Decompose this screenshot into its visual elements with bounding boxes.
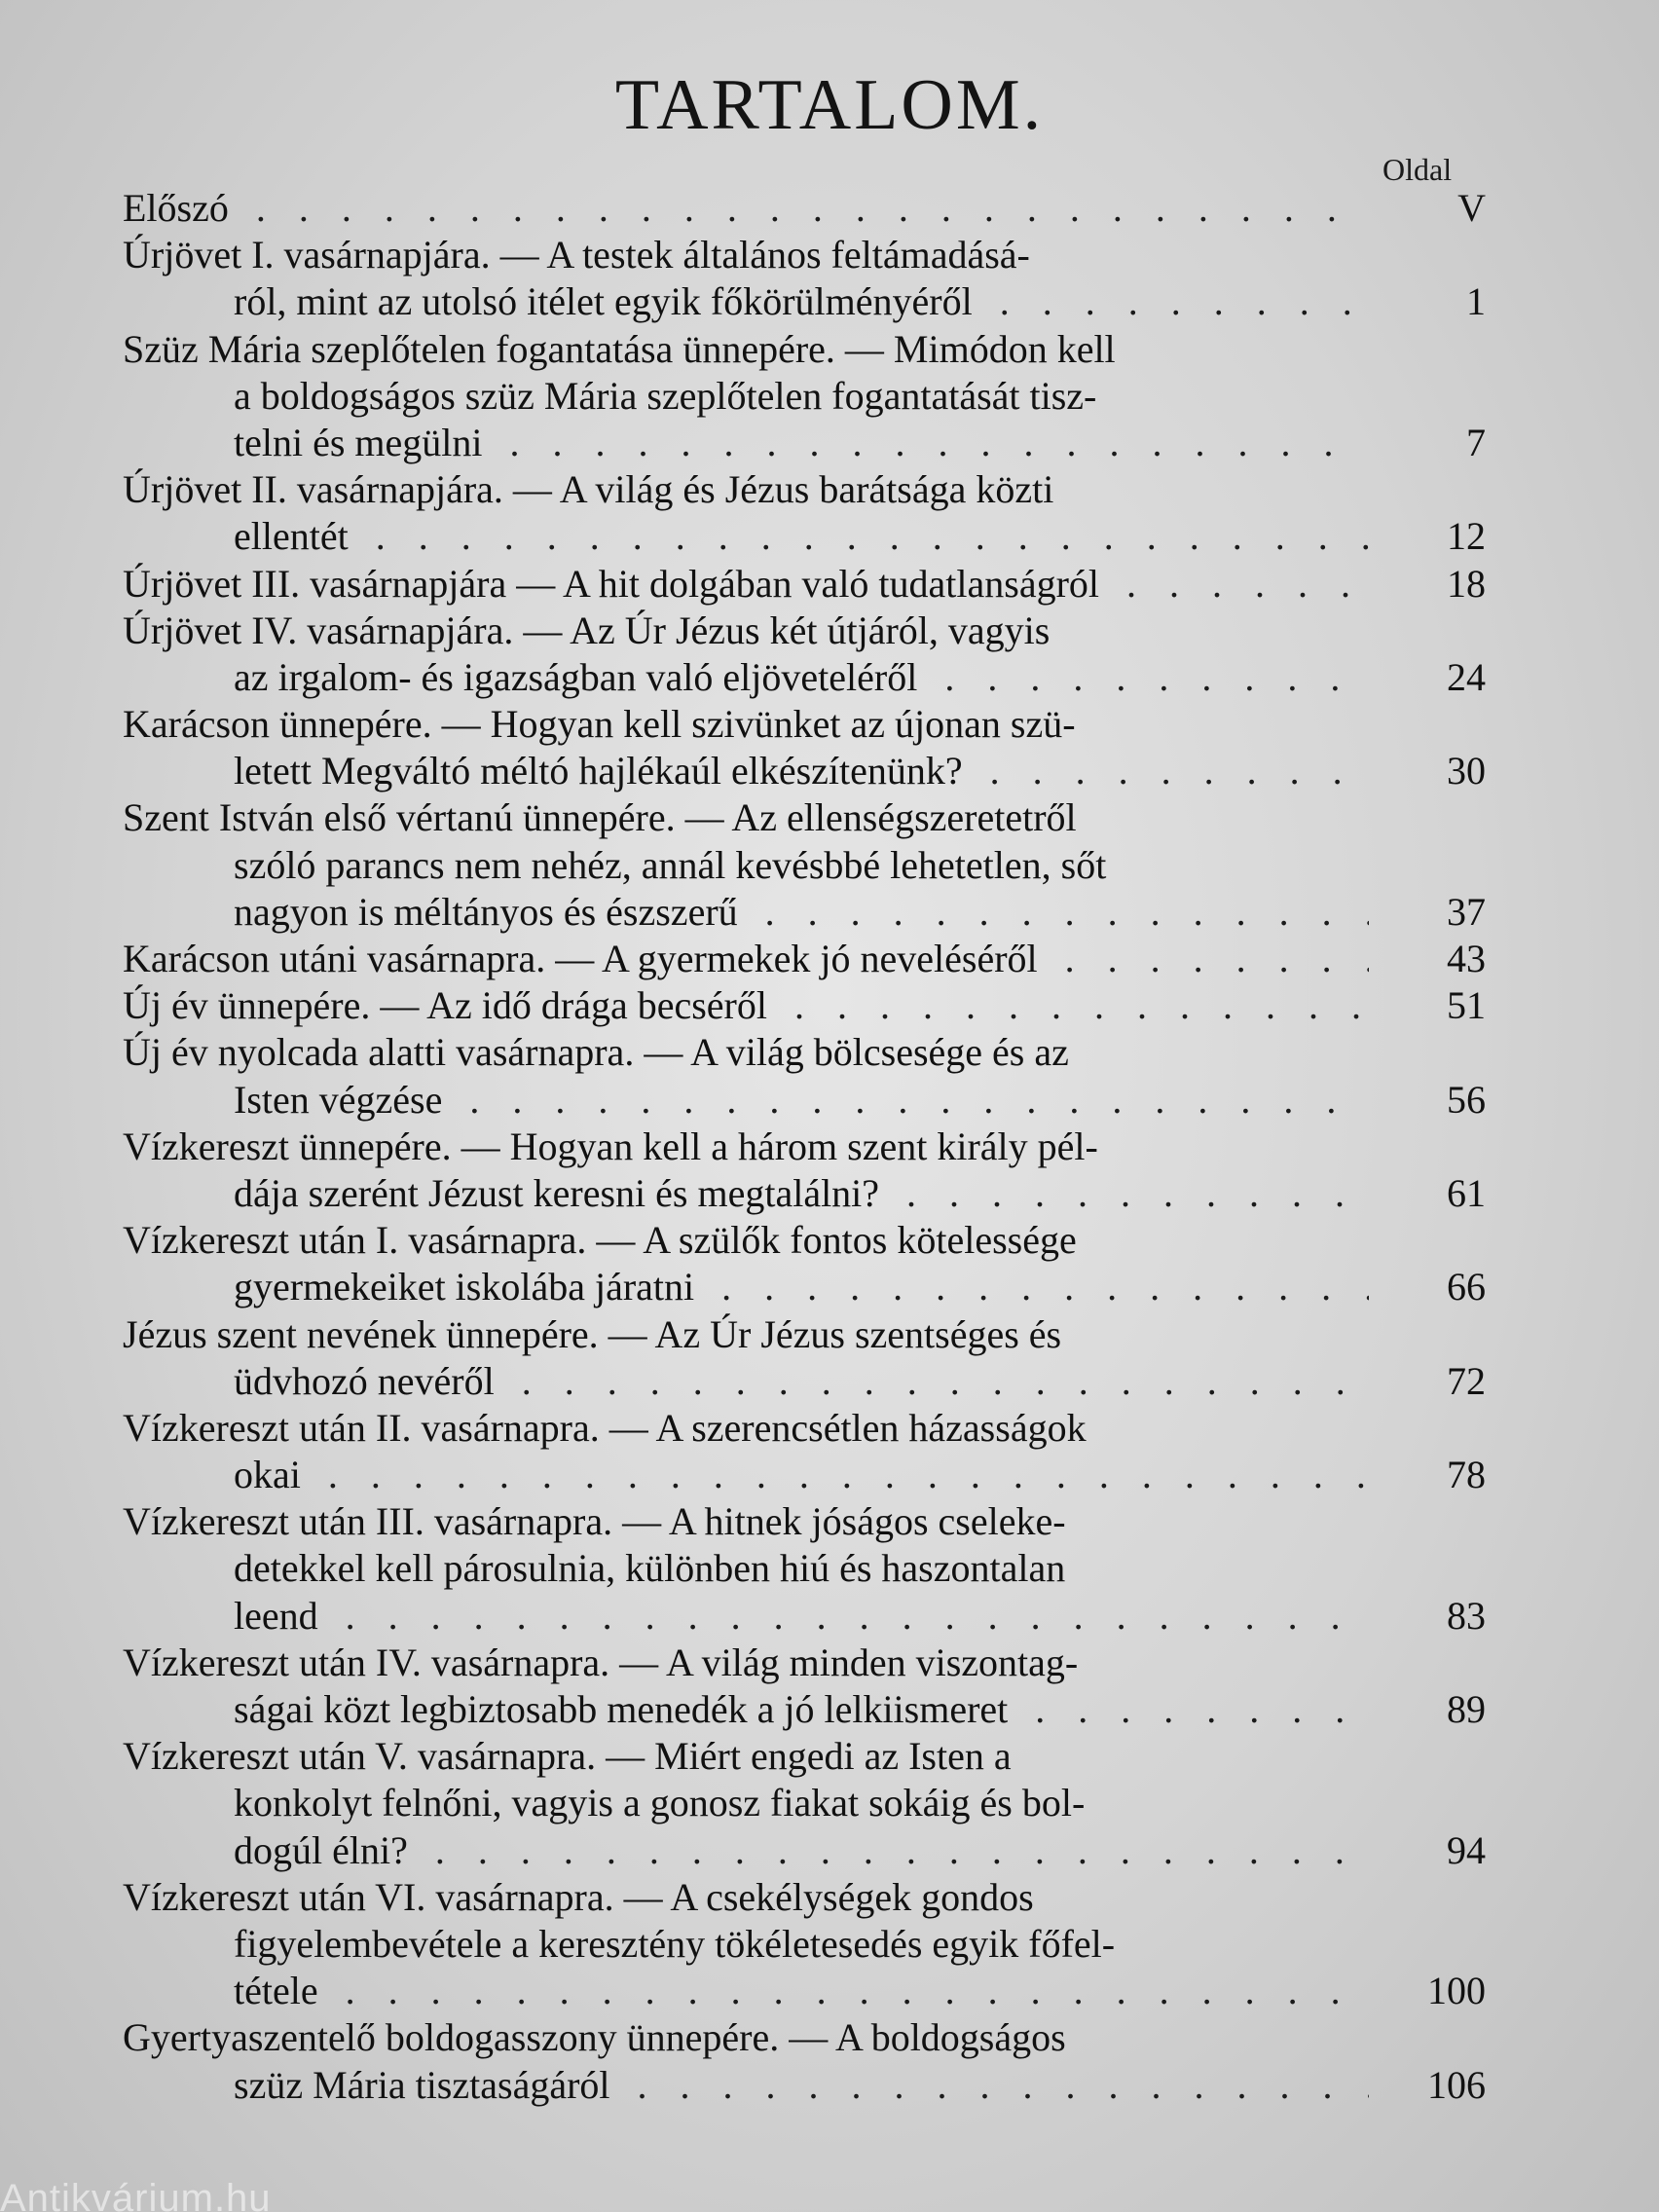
toc-entry-text: tétele: [234, 1969, 318, 2013]
toc-entry-line: [123, 1452, 1369, 1498]
toc-entry-line: [123, 1874, 1369, 1921]
toc-entry: [123, 1733, 1486, 1874]
toc-entry-line: [123, 1124, 1369, 1170]
toc-entry-line: [123, 936, 1369, 982]
toc-page-number: 12: [1447, 514, 1486, 559]
toc-page-number: 100: [1427, 1969, 1486, 2013]
toc-entry-line: [123, 1405, 1369, 1452]
toc-page-number: 37: [1447, 889, 1486, 934]
toc-entry-text: Vízkereszt után I. vasárnapra. — A szülők fontos kötelessége: [123, 1218, 1077, 1263]
toc-entry-text: szüz Mária tisztaságáról: [234, 2062, 610, 2107]
toc-entry-line: [123, 466, 1369, 513]
toc-entry-line: [123, 794, 1369, 841]
toc-entry-text: Új év ünnepére. — Az idő drága becséről: [123, 983, 767, 1028]
toc-entry-line: [123, 561, 1369, 608]
toc-entry-text: Karácson utáni vasárnapra. — A gyermekek jó neveléséről: [123, 937, 1038, 980]
toc-entry-line: [123, 1217, 1369, 1264]
toc-entry: [123, 2014, 1486, 2108]
toc-entry-line: [123, 1077, 1369, 1124]
toc-entry: [123, 1217, 1486, 1310]
toc-entry-line: [123, 1358, 1369, 1405]
toc-entry-line: [123, 608, 1369, 654]
toc-entry-line: [123, 1593, 1369, 1640]
toc-entry: [123, 1405, 1486, 1498]
toc-entry-line: [123, 1545, 1369, 1592]
toc-entry: [123, 982, 1486, 1029]
toc-page-number: 7: [1466, 420, 1486, 464]
toc-entry-text: ságai közt legbiztosabb menedék a jó lelkiismeret: [234, 1687, 1009, 1731]
toc-entry-line: [123, 748, 1369, 794]
toc-page-number: 18: [1447, 561, 1486, 606]
toc-entry-text: szóló parancs nem nehéz, annál kevésbbé lehetetlen, sőt: [234, 842, 1107, 887]
toc-entry-line: [123, 513, 1369, 560]
toc-entry-line: [123, 1921, 1369, 1968]
toc-entry-text: a boldogságos szüz Mária szeplőtelen fogantatását tisz-: [234, 373, 1097, 418]
toc-page-number: 78: [1447, 1453, 1486, 1497]
toc-entry-line: [123, 1733, 1369, 1780]
toc-entry-text: okai: [234, 1453, 301, 1497]
toc-entry-line: [123, 278, 1369, 325]
toc-page-number: 1: [1466, 279, 1486, 324]
toc-entry: [123, 1640, 1486, 1733]
toc-entry-text: leend: [234, 1593, 318, 1638]
toc-entry: [123, 1029, 1486, 1123]
toc-page-number: 30: [1447, 749, 1486, 793]
toc-entry-line: [123, 1968, 1369, 2014]
toc-entry-text: Szent István első vértanú ünnepére. — Az ellenségszeretetről: [123, 795, 1077, 840]
toc-entry-text: nagyon is méltányos és észszerű: [234, 889, 738, 934]
toc-entry-text: konkolyt felnőni, vagyis a gonosz fiakat sokáig és bol-: [234, 1781, 1086, 1825]
toc-entry: [123, 701, 1486, 794]
toc-entry-text: az irgalom- és igazságban való eljöveteléről: [234, 654, 918, 699]
toc-entry-text: ról, mint az utolsó itélet egyik főkörülményéről: [234, 279, 973, 324]
toc-entry-text: Úrjövet II. vasárnapjára. — A világ és Jézus barátsága közti: [123, 467, 1054, 512]
toc-entry-text: Szüz Mária szeplőtelen fogantatása ünnepére. — Mimódon kell: [123, 326, 1116, 371]
toc-entry-text: Karácson ünnepére. — Hogyan kell szivünket az újonan szü-: [123, 702, 1076, 747]
toc-entry-line: [123, 1264, 1369, 1310]
toc-page-number: 83: [1447, 1593, 1486, 1638]
toc-entry-text: figyelembevétele a keresztény tökéletesedés egyik főfel-: [234, 1921, 1116, 1966]
toc-page-number: 94: [1447, 1827, 1486, 1872]
toc-entry-text: ellentét: [234, 514, 349, 559]
toc-entry-line: [123, 1780, 1369, 1826]
toc-entry-line: [123, 185, 1369, 232]
toc-entry-text: Isten végzése: [234, 1077, 443, 1122]
toc-entry-line: [123, 1640, 1369, 1686]
toc-entry-text: Úrjövet III. vasárnapjára — A hit dolgában való tudatlanságról: [123, 561, 1100, 606]
toc-entry-text: Előszó: [123, 186, 229, 230]
toc-entry-text: Úrjövet IV. vasárnapjára. — Az Úr Jézus két útjáról, vagyis: [123, 608, 1051, 652]
page-title: TARTALOM.: [614, 65, 1045, 145]
toc-entry-line: [123, 420, 1369, 466]
toc-page-number: 61: [1447, 1170, 1486, 1215]
toc-entry-line: [123, 2014, 1369, 2061]
toc-entry-line: [123, 1686, 1369, 1733]
toc-entry-text: detekkel kell párosulnia, különben hiú és haszontalan: [234, 1546, 1066, 1591]
toc-entry-text: Vízkereszt után III. vasárnapra. — A hitnek jóságos cseleke-: [123, 1499, 1066, 1544]
toc-entry: [123, 608, 1486, 701]
toc-entry: [123, 466, 1486, 560]
toc-page-number: 106: [1427, 2062, 1486, 2107]
toc-entry: [123, 185, 1486, 232]
toc-page-number: 66: [1447, 1265, 1486, 1309]
toc-entry: [123, 1311, 1486, 1405]
toc-entry-line: [123, 701, 1369, 748]
toc-entry-line: [123, 982, 1369, 1029]
toc-entry-text: dogúl élni?: [234, 1827, 408, 1872]
toc-entry: [123, 1124, 1486, 1217]
watermark: Antikvárium.hu: [0, 2177, 272, 2212]
toc-entry-line: [123, 1170, 1369, 1217]
table-of-contents: [123, 185, 1486, 2109]
toc-entry-text: Vízkereszt után IV. vasárnapra. — A világ minden viszontag-: [123, 1640, 1079, 1684]
toc-entry-text: üdvhozó nevéről: [234, 1358, 495, 1403]
toc-page-number: 24: [1447, 654, 1486, 699]
toc-entry-text: letett Megváltó méltó hajlékaúl elkészítenünk?: [234, 749, 963, 793]
toc-page-number: 89: [1447, 1687, 1486, 1731]
toc-entry: [123, 561, 1486, 608]
toc-page-number: 56: [1447, 1077, 1486, 1122]
toc-entry: [123, 936, 1486, 982]
toc-entry-text: dája szerént Jézust keresni és megtalálni?: [234, 1170, 880, 1215]
toc-entry: [123, 326, 1486, 467]
toc-entry-line: [123, 2062, 1369, 2109]
toc-entry-text: Úrjövet I. vasárnapjára. — A testek általános feltámadásá-: [123, 233, 1030, 277]
toc-entry-line: [123, 326, 1369, 373]
toc-entry: [123, 232, 1486, 325]
toc-page-number: 51: [1447, 983, 1486, 1028]
toc-entry-text: Jézus szent nevének ünnepére. — Az Úr Jézus szentséges és: [123, 1311, 1062, 1356]
toc-entry-text: Vízkereszt ünnepére. — Hogyan kell a három szent király pél-: [123, 1124, 1098, 1168]
toc-entry-text: Gyertyaszentelő boldogasszony ünnepére. — A boldogságos: [123, 2015, 1066, 2060]
toc-entry-text: Vízkereszt után V. vasárnapra. — Miért engedi az Isten a: [123, 1734, 1012, 1779]
toc-page-number: V: [1457, 186, 1486, 230]
toc-entry-line: [123, 1029, 1369, 1076]
toc-entry-line: [123, 373, 1369, 420]
toc-entry-text: telni és megülni: [234, 420, 483, 464]
toc-entry: [123, 794, 1486, 936]
toc-entry-text: Vízkereszt után II. vasárnapra. — A szerencsétlen házasságok: [123, 1405, 1087, 1450]
toc-entry-line: [123, 654, 1369, 701]
toc-entry-line: [123, 1827, 1369, 1874]
toc-entry-line: [123, 889, 1369, 936]
toc-entry-line: [123, 1498, 1369, 1545]
toc-entry-line: [123, 1311, 1369, 1358]
toc-page-number: 43: [1447, 937, 1486, 980]
toc-entry-line: [123, 232, 1369, 278]
toc-entry-line: [123, 842, 1369, 889]
toc-entry-text: Új év nyolcada alatti vasárnapra. — A világ bölcsesége és az: [123, 1030, 1069, 1075]
toc-entry: [123, 1498, 1486, 1640]
page-column-label: Oldal: [1382, 152, 1453, 187]
toc-entry: [123, 1874, 1486, 2015]
toc-entry-text: gyermekeiket iskolába járatni: [234, 1265, 695, 1309]
toc-entry-text: Vízkereszt után VI. vasárnapra. — A csekélységek gondos: [123, 1874, 1034, 1919]
toc-page-number: 72: [1447, 1358, 1486, 1403]
